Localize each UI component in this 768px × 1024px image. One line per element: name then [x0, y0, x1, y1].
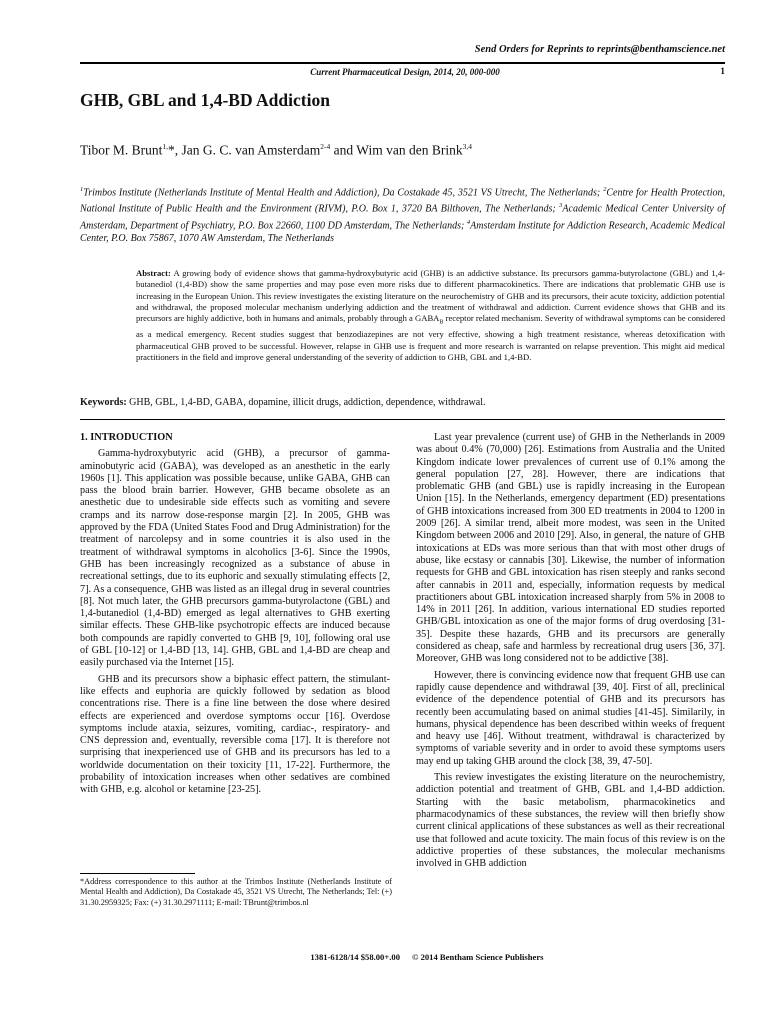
- right-column: [416, 432, 725, 874]
- header-rule: [80, 62, 725, 64]
- keywords-label: Keywords:: [80, 397, 127, 408]
- body-paragraph: GHB and its precursors show a biphasic effect pattern, the stimulant-like effects and euphoria are quickly followed by sedation as blood concentrations rise. There is a fine line between the dose where desired effects are experienced and overdose symptoms occur [16]. Overdose symptoms include ataxia, seizures, vomiting, cardiac-, respiratory- and CNS depression and, eventually, reversible coma [17]. It is therefore not surprising that inexperienced use of GHB and its precursors has led to a worldwide documentation on their toxicity [11, 17-22]. Furthermore, the probability of intoxication increases when other sedatives are combined with GHB, e.g. alcohol or ketamine [23-25].: [80, 673, 390, 796]
- abstract-text: A growing body of evidence shows that gamma-hydroxybutyric acid (GHB) is an addictive substance. Its precursors gamma-butyrolactone (GBL) and 1,4-butanediol (1,4-BD) show the same properties and may pose even more risks due to different pharmacokinetics. There are indications that problematic GHB use is increasing in the European Union. This review investigates the existing literature on the neurochemistry of GHB and its precursors, their acute toxicity, addiction potential and withdrawal, the proposed molecular mechanism underlying addiction and the treatment of withdrawal and addiction. Current evidence shows that GHB and its precursors are highly addictive, both in humans and animals, probably through a GABA: [136, 268, 725, 324]
- footnote-rule: [80, 873, 195, 874]
- abstract: [136, 268, 725, 363]
- author-name: Tibor M. Brunt: [80, 142, 163, 158]
- author-affiliation-mark: 3,4: [462, 142, 472, 151]
- author-separator: and: [330, 142, 357, 158]
- affiliation-number: 3: [559, 202, 563, 210]
- body-paragraph: Gamma-hydroxybutyric acid (GHB), a precursor of gamma-aminobutyric acid (GABA), was developed as an anesthetic in the early 1960s [1]. This application was possible because, unlike GABA, GHB can pass the blood brain barrier. However, GHB became obsolete as an anesthetic due to undesirable side effects such as vomiting and severe cramps and its narrow dose-response margin [2]. In 2005, GHB was approved by the FDA (United States Food and Drug Administration) for the treatment of narcolepsy and in some countries it is also used in the treatment of withdrawal symptoms in alcoholics [3-6]. Since the 1990s, GHB has been increasingly recognized as a substance of abuse in recreational settings, due to its euphoric and sexually stimulating effects [2, 7]. As a consequence, GHB was listed as an illegal drug in several countries [8]. Not much later, the GHB precursors gamma-butyrolactone (GBL) and 1,4-butanediol (1,4-BD) emerged as legal alternatives to GHB exerting similar effects. These GHB-like psychotropic effects are induced because both compounds are rapidly converted to GHB [9, 10], following oral use of GBL [10-12] or 1,4-BD [13, 14]. GHB, GBL and 1,4-BD are cheap and easily purchased via the Internet [15].: [80, 448, 390, 669]
- body-paragraph: Last year prevalence (current use) of GHB in the Netherlands in 2009 was about 0.4% (70,000) [26]. Estimations from Australia and the United Kingdom indicate lower prevalences of current use of 0.1% among the general population [27, 28]. However, there are indications that problematic GHB (and GBL) use is rapidly increasing in the European Union [15]. In the Netherlands, emergency department (ED) presentations of GHB intoxications increased from 300 ED treatments in 2004 to 1200 in 2009 [26]. A similar trend, albeit more modest, was seen in the United Kingdom between 2006 and 2010 [29]. Also, in general, the nature of GHB intoxications at EDs was more serious than that with most other drugs of abuse, like ecstasy or cannabis [30]. Likewise, the number of information requests for GHB and GBL intoxication has risen steeply and ranks second after cannabis in 2011 and, especially, information requests by medical practitioners about GBL intoxication increased sharply from 5% in 2008 to 14% in 2011 [26]. In addition, various international ED studies reported GHB/GBL intoxication as one of the major forms of drug overdosing [31-35]. Despite these hazards, GHB and its precursors are generally considered as cheap, safe and harmless by recreational drug users [36, 37]. Moreover, GHB was long considered not to be addictive [38].: [416, 432, 725, 665]
- correspondence-footnote: *Address correspondence to this author at the Trimbos Institute (Netherlands Institute of Mental Health and Addiction), Da Costakade 45, 3521 VS Utrecht, The Netherlands; Tel: (+) 31.30.2959325; Fax: (+) 31.30.2971111; E-mail: TBrunt@trimbos.nl: [80, 877, 392, 907]
- author-affiliation-mark: 2-4: [320, 142, 331, 151]
- abstract-text: receptor related mechanism. Severity of withdrawal symptoms can be considered as a medical emergency. Recent studies suggest that benzodiazepines are not very effective, showing a high treatment resistance, whereas detoxification with pharmaceutical GHB proved to be successful. However, relapse in GHB use is frequent and more research is warranted on relapse prevention. This might aid medical practitioners in the field and improve general understanding of the severity of addiction to GHB, GBL and 1,4-BD.: [136, 313, 725, 362]
- affiliation-number: 1: [80, 186, 84, 193]
- copyright: © 2014 Bentham Science Publishers: [412, 952, 544, 962]
- section-rule: [80, 419, 725, 420]
- affiliation-number: 2: [603, 186, 607, 193]
- affiliation-text: Amsterdam Institute for Addiction Research, Academic Medical Center, P.O. Box 75867, 1070 AW Amsterdam, The Netherlands: [80, 220, 726, 245]
- journal-citation: Current Pharmaceutical Design, 2014, 20, 000-000: [310, 67, 500, 77]
- affiliation-number: 4: [466, 218, 471, 226]
- keywords-text: GHB, GBL, 1,4-BD, GABA, dopamine, illicit drugs, addiction, dependence, withdrawal.: [126, 397, 486, 408]
- body-paragraph: However, there is convincing evidence now that frequent GHB use can rapidly cause dependence and withdrawal [39, 40]. First of all, preclinical evidence of the dependence potential of GHB and its precursors has recently been accumulating based on animal studies [41-45]. Similarily, in humans, physical dependence has been described within weeks of frequent and heavy use [46]. Without treatment, withdrawal is characterized by symptoms of variable severity and in order to avoid these symptoms users may end up taking GHB around the clock [38, 39, 47-50].: [416, 669, 725, 767]
- page-number: 1: [720, 67, 725, 77]
- author-name: Wim van den Brink: [356, 142, 463, 158]
- abstract-subscript: B: [439, 319, 444, 326]
- author-separator: ,: [174, 142, 182, 158]
- affiliations: [80, 183, 725, 245]
- affiliation-text: Trimbos Institute (Netherlands Institute of Mental Health and Addiction), Da Costakade 45, 3521 VS Utrecht, The Netherlands;: [83, 187, 604, 199]
- section-heading: 1. INTRODUCTION: [80, 432, 173, 443]
- corresponding-mark: *: [168, 142, 175, 158]
- body-paragraph: This review investigates the existing literature on the neurochemistry, addiction potential and treatment of GHB, GBL and 1,4-BD addiction. Starting with the basic metabolism, pharmacokinetics and pharmacodynamics of these substances, the review will then briefly show current clinical applications of these substances as well as their recreational use that followed and acute toxicity. The main focus of this review is on the addictive properties of these substances, the molecular mechanisms involved in GHB addiction: [416, 772, 725, 870]
- author-affiliation-mark: 1,: [162, 142, 169, 151]
- affiliation-text: Academic Medical Center University of Amsterdam, Department of Psychiatry, P.O. Box 22660, 1100 DD Amsterdam, The Netherlands;: [80, 203, 726, 232]
- reprint-note: Send Orders for Reprints to reprints@benthamscience.net: [474, 44, 725, 55]
- author-list: [80, 142, 725, 159]
- left-column: [80, 432, 390, 801]
- author-name: Jan G. C. van Amsterdam: [181, 142, 321, 158]
- article-title: GHB, GBL and 1,4-BD Addiction: [80, 90, 330, 110]
- keywords: [80, 397, 725, 408]
- issn-price: 1381-6128/14 $58.00+.00: [310, 952, 400, 962]
- affiliation-text: Centre for Health Protection, National Institute of Public Health and the Environment (RIVM), P.O. Box 1, 3720 BA Bilthoven, The Netherlands;: [80, 187, 725, 215]
- abstract-label: Abstract:: [136, 268, 171, 278]
